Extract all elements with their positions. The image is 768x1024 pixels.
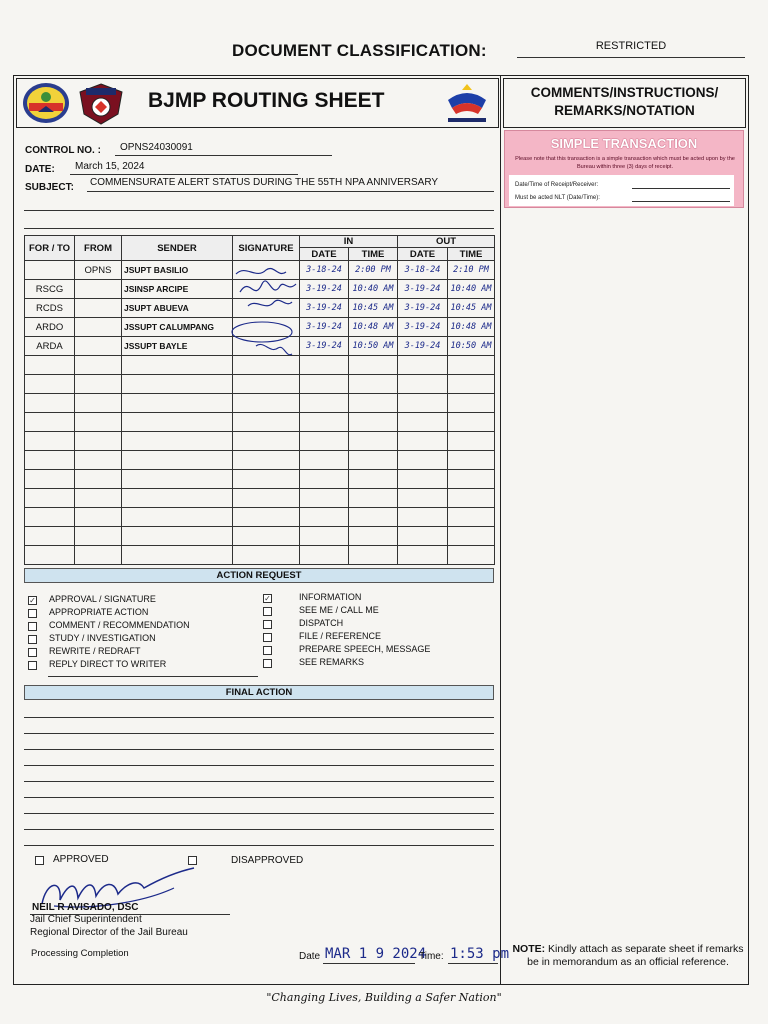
page-title: BJMP ROUTING SHEET bbox=[148, 89, 385, 112]
cell-in-time: 2:00 PM bbox=[349, 261, 398, 280]
date-value: March 15, 2024 bbox=[75, 161, 145, 172]
cell-in-date: 3-18-24 bbox=[300, 261, 349, 280]
signatory-name: NEIL R AVISADO, DSC bbox=[32, 902, 139, 913]
processing-date-value: MAR 1 9 2024 bbox=[325, 946, 427, 962]
receipt-label: Date/Time of Receipt/Receiver: bbox=[515, 182, 599, 188]
subject-line-3 bbox=[24, 228, 494, 229]
checkbox-study[interactable] bbox=[28, 635, 37, 644]
classification-value: RESTRICTED bbox=[595, 40, 667, 52]
cell-for-to: ARDA bbox=[25, 337, 75, 356]
cell-out-time: 10:40 AM bbox=[448, 280, 495, 299]
col-out-time: TIME bbox=[448, 248, 495, 261]
cell-from bbox=[75, 318, 122, 337]
table-row-empty bbox=[25, 546, 495, 565]
checkbox-dispatch[interactable] bbox=[263, 620, 272, 629]
cell-out-time: 10:48 AM bbox=[448, 318, 495, 337]
checkbox-label: INFORMATION bbox=[299, 592, 362, 602]
cell-for-to: ARDO bbox=[25, 318, 75, 337]
cell-out-time: 2:10 PM bbox=[448, 261, 495, 280]
cell-in-date: 3-19-24 bbox=[300, 337, 349, 356]
date-line bbox=[70, 174, 298, 175]
disapproved-label: DISAPPROVED bbox=[231, 855, 304, 866]
checkbox-label: SEE REMARKS bbox=[299, 657, 365, 667]
processing-date-label: Date bbox=[299, 951, 321, 962]
checkbox-information[interactable]: ✓ bbox=[264, 594, 271, 603]
cell-from: OPNS bbox=[75, 261, 122, 280]
checkbox-appropriate-action[interactable] bbox=[28, 609, 37, 618]
classification-label: DOCUMENT CLASSIFICATION: bbox=[232, 41, 487, 60]
final-action-line bbox=[24, 797, 494, 798]
checkbox-comment[interactable] bbox=[28, 622, 37, 631]
cell-in-date: 3-19-24 bbox=[300, 280, 349, 299]
table-row-empty bbox=[25, 375, 495, 394]
subject-label: SUBJECT: bbox=[25, 182, 74, 193]
date-label: DATE: bbox=[25, 164, 55, 175]
checkbox-label: SEE ME / CALL ME bbox=[299, 605, 379, 615]
final-action-line bbox=[24, 829, 494, 830]
cell-out-date: 3-19-24 bbox=[398, 299, 448, 318]
bjmp-seal-logo bbox=[22, 82, 70, 124]
handwritten-signatures bbox=[226, 262, 306, 368]
table-row-empty bbox=[25, 394, 495, 413]
final-action-line bbox=[24, 781, 494, 782]
column-divider bbox=[500, 75, 501, 985]
cell-in-time: 10:50 AM bbox=[349, 337, 398, 356]
cell-out-date: 3-19-24 bbox=[398, 318, 448, 337]
comments-title-line-1: COMMENTS/INSTRUCTIONS/ bbox=[530, 85, 719, 100]
checkbox-label: APPROVAL / SIGNATURE bbox=[49, 594, 156, 604]
col-sender: SENDER bbox=[122, 236, 233, 261]
note-text bbox=[512, 943, 744, 969]
cell-out-date: 3-18-24 bbox=[398, 261, 448, 280]
col-out: OUT bbox=[398, 236, 495, 248]
table-row-empty bbox=[25, 470, 495, 489]
checkbox-label: DISPATCH bbox=[299, 618, 344, 628]
checkbox-label: FILE / REFERENCE bbox=[299, 631, 382, 641]
subject-line bbox=[87, 191, 494, 192]
subject-value: COMMENSURATE ALERT STATUS DURING THE 55TH NPA ANNIVERSARY bbox=[90, 177, 439, 188]
cell-for-to: RCDS bbox=[25, 299, 75, 318]
checkbox-approval[interactable]: ✓ bbox=[29, 596, 36, 605]
acted-label: Must be acted NLT (Date/Time): bbox=[515, 195, 600, 201]
footer-tagline: "Changing Lives, Building a Safer Nation" bbox=[266, 991, 502, 1004]
col-in-date: DATE bbox=[300, 248, 349, 261]
classification-underline bbox=[517, 57, 745, 58]
checkbox-label: APPROPRIATE ACTION bbox=[49, 607, 149, 617]
cell-out-time: 10:45 AM bbox=[448, 299, 495, 318]
comments-title-line-2: REMARKS/NOTATION bbox=[554, 103, 695, 118]
checkbox-label: COMMENT / RECOMMENDATION bbox=[49, 620, 190, 630]
processing-time-value: 1:53 pm bbox=[450, 946, 510, 962]
checkbox-label: STUDY / INVESTIGATION bbox=[49, 633, 156, 643]
cell-in-time: 10:40 AM bbox=[349, 280, 398, 299]
checkbox-approved[interactable] bbox=[35, 856, 44, 865]
processing-time-line bbox=[448, 963, 498, 964]
table-row-empty bbox=[25, 508, 495, 527]
checkbox-prepare-speech[interactable] bbox=[263, 646, 272, 655]
cell-in-time: 10:48 AM bbox=[349, 318, 398, 337]
final-action-line bbox=[24, 765, 494, 766]
checkbox-file[interactable] bbox=[263, 633, 272, 642]
col-in: IN bbox=[300, 236, 398, 248]
table-row-empty bbox=[25, 489, 495, 508]
final-action-line bbox=[24, 717, 494, 718]
comments-header bbox=[503, 78, 746, 128]
bjmp-region-logo bbox=[78, 82, 124, 126]
cell-for-to bbox=[25, 261, 75, 280]
reply-line bbox=[48, 676, 258, 677]
cell-out-date: 3-19-24 bbox=[398, 337, 448, 356]
checkbox-label: REPLY DIRECT TO WRITER bbox=[49, 659, 167, 669]
processing-label: Processing Completion bbox=[31, 948, 129, 959]
note-body: Kindly attach as separate sheet if remarks be in memorandum as an official reference. bbox=[527, 943, 744, 968]
cell-from bbox=[75, 299, 122, 318]
col-signature: SIGNATURE bbox=[233, 236, 300, 261]
cell-in-time: 10:45 AM bbox=[349, 299, 398, 318]
cell-out-time: 10:50 AM bbox=[448, 337, 495, 356]
col-out-date: DATE bbox=[398, 248, 448, 261]
cell-sender: JSUPT BASILIO bbox=[122, 261, 233, 280]
cell-sender: JSSUPT CALUMPANG bbox=[122, 318, 233, 337]
checkbox-see-remarks[interactable] bbox=[263, 659, 272, 668]
cell-sender: JSUPT ABUEVA bbox=[122, 299, 233, 318]
approved-label: APPROVED bbox=[53, 854, 109, 865]
bagong-pilipinas-logo bbox=[442, 82, 492, 126]
receipt-line[interactable] bbox=[632, 188, 730, 189]
cell-from bbox=[75, 280, 122, 299]
table-row-empty bbox=[25, 432, 495, 451]
table-row-empty bbox=[25, 451, 495, 470]
final-action-line bbox=[24, 845, 494, 846]
action-request-header: ACTION REQUEST bbox=[24, 568, 494, 583]
acted-line[interactable] bbox=[632, 201, 730, 202]
checkbox-label: PREPARE SPEECH, MESSAGE bbox=[299, 644, 431, 654]
simple-transaction-note: Please note that this transaction is a simple transaction which must be acted upon by the Bureau within three (3) days of receipt. bbox=[515, 156, 735, 170]
signatory-position: Regional Director of the Jail Bureau bbox=[30, 927, 188, 938]
col-in-time: TIME bbox=[349, 248, 398, 261]
final-action-line bbox=[24, 813, 494, 814]
simple-transaction-title: SIMPLE TRANSACTION bbox=[550, 136, 698, 151]
checkbox-disapproved[interactable] bbox=[188, 856, 197, 865]
final-action-line bbox=[24, 733, 494, 734]
cell-for-to: RSCG bbox=[25, 280, 75, 299]
cell-in-date: 3-19-24 bbox=[300, 299, 349, 318]
final-action-line bbox=[24, 749, 494, 750]
note-bold: NOTE: bbox=[512, 943, 546, 955]
table-row-empty bbox=[25, 413, 495, 432]
control-no-line bbox=[115, 155, 332, 156]
subject-line-2 bbox=[24, 210, 494, 211]
checkbox-see-me[interactable] bbox=[263, 607, 272, 616]
control-no-label: CONTROL NO. : bbox=[25, 145, 101, 156]
cell-out-date: 3-19-24 bbox=[398, 280, 448, 299]
cell-sender: JSSUPT BAYLE bbox=[122, 337, 233, 356]
cell-sender: JSINSP ARCIPE bbox=[122, 280, 233, 299]
checkbox-reply[interactable] bbox=[28, 661, 37, 670]
control-no-value: OPNS24030091 bbox=[120, 142, 193, 153]
col-from: FROM bbox=[75, 236, 122, 261]
signatory-rank: Jail Chief Superintendent bbox=[30, 914, 142, 925]
cell-in-date: 3-19-24 bbox=[300, 318, 349, 337]
table-row-empty bbox=[25, 527, 495, 546]
final-action-header: FINAL ACTION bbox=[24, 685, 494, 700]
cell-from bbox=[75, 337, 122, 356]
processing-time-label: Time: bbox=[419, 951, 444, 962]
checkbox-label: REWRITE / REDRAFT bbox=[49, 646, 141, 656]
checkbox-rewrite[interactable] bbox=[28, 648, 37, 657]
processing-date-line bbox=[323, 963, 415, 964]
col-for-to: FOR / TO bbox=[25, 236, 75, 261]
